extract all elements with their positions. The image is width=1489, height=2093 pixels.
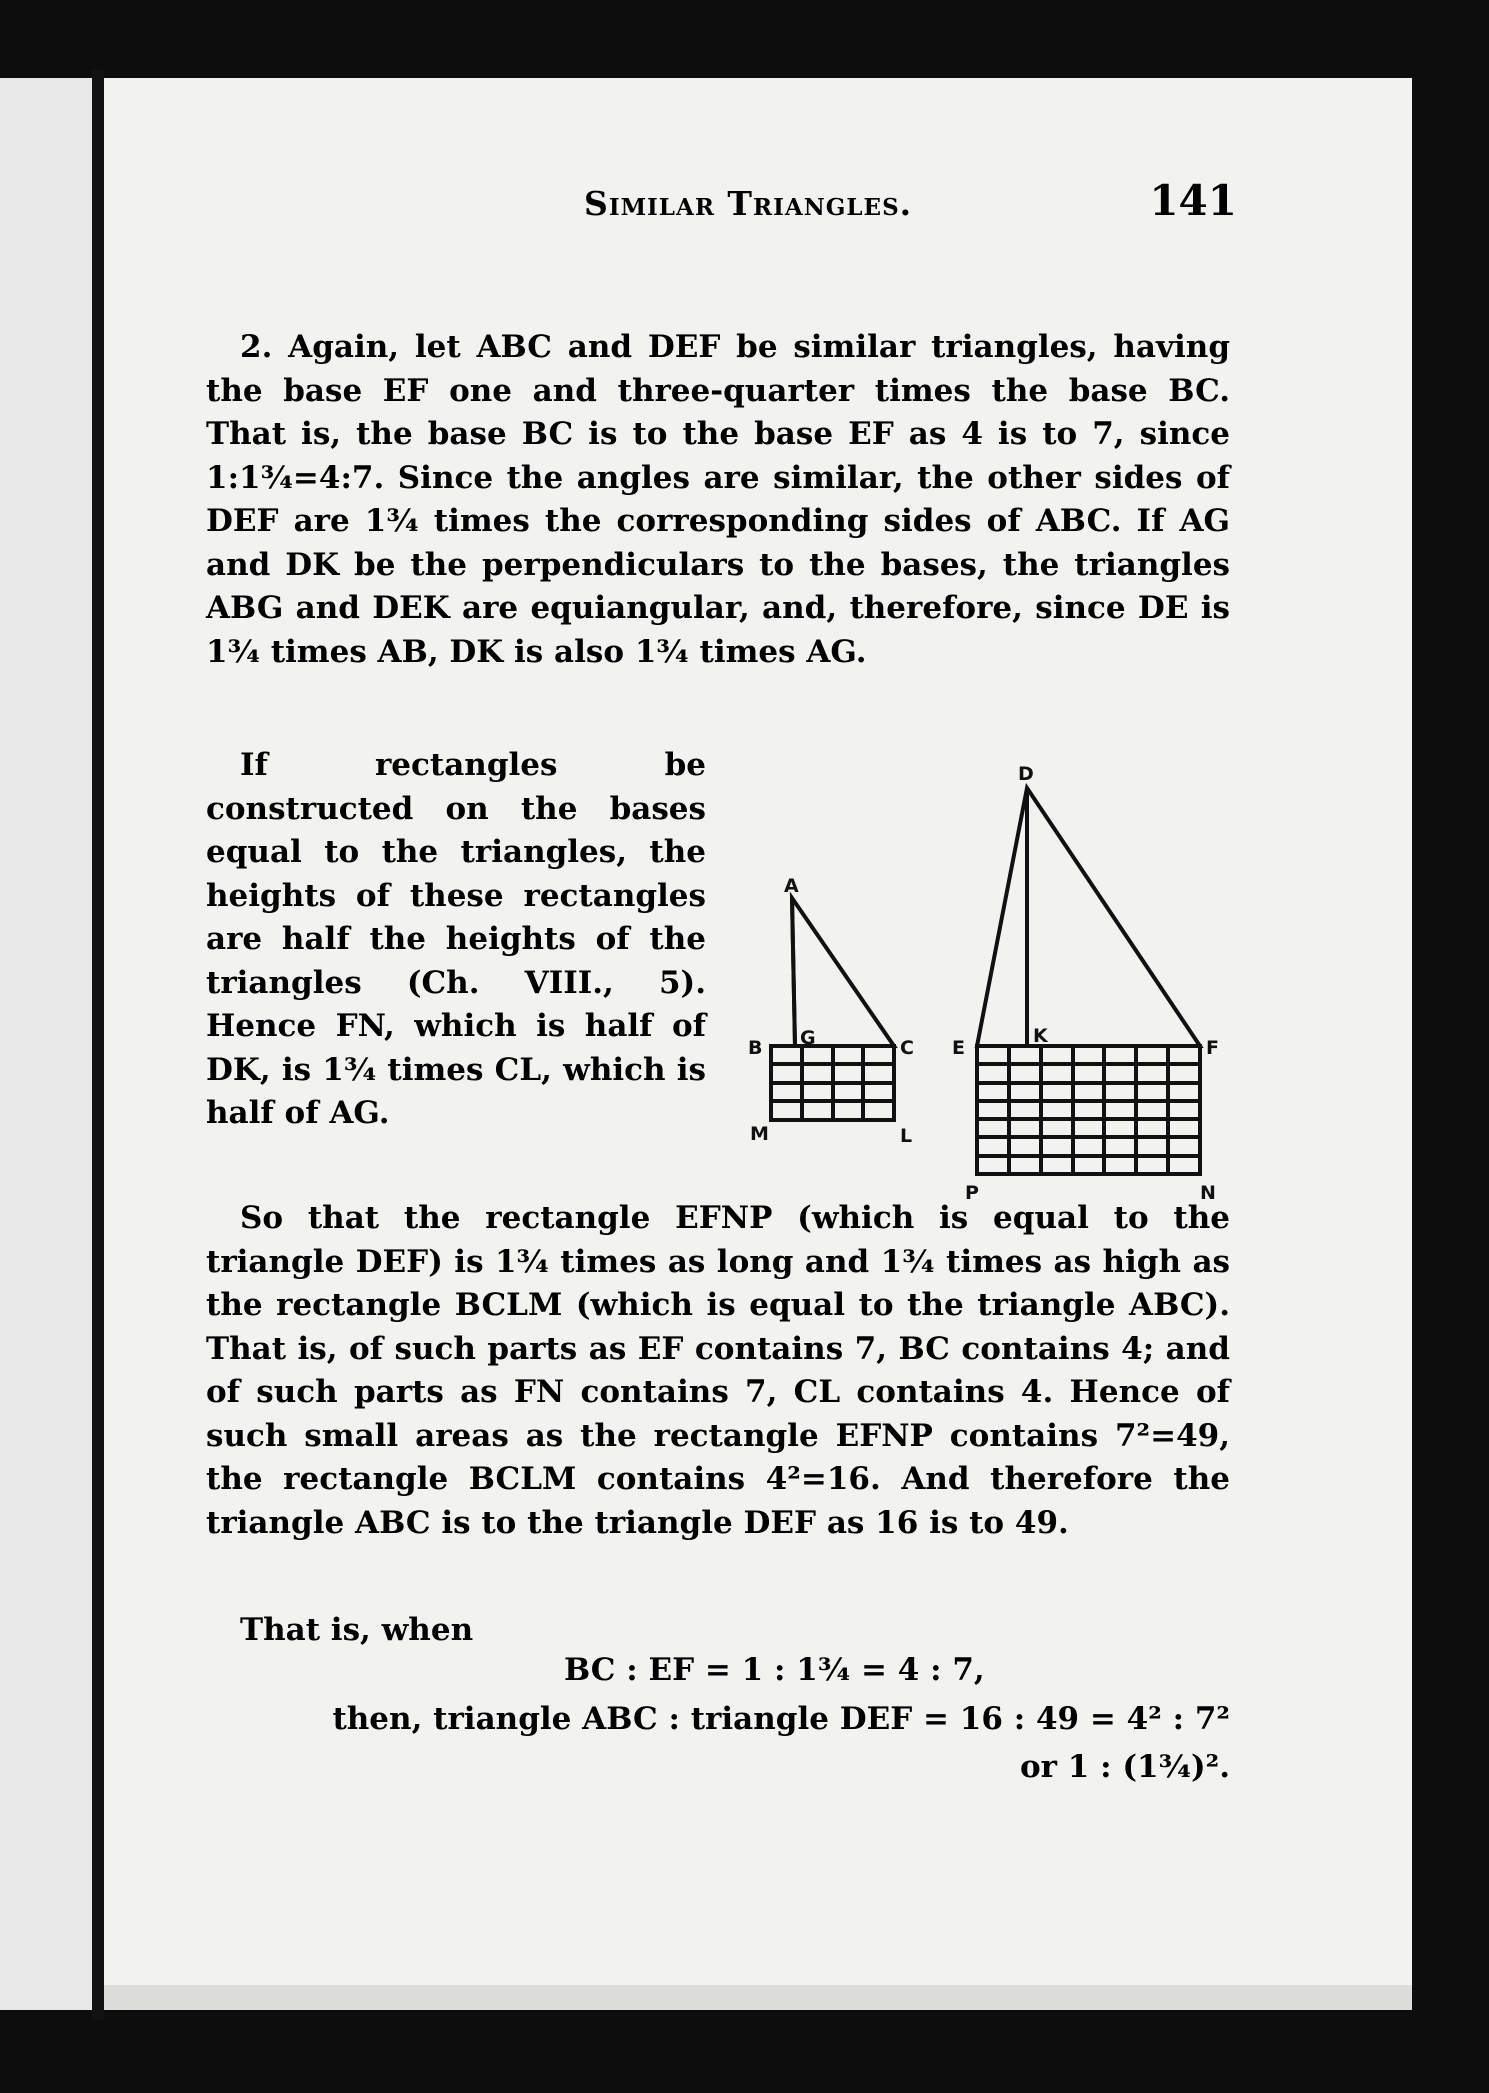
facing-page-margin [0,78,92,2010]
label-k: K [1033,1025,1048,1047]
ratio-equation-squared: or 1 : (1¾)². [1019,1749,1230,1785]
paragraph-text: That is, when [240,1612,474,1648]
label-e: E [952,1037,965,1059]
page-number: 141 [1149,176,1237,225]
label-g: G [800,1027,816,1049]
paragraph-rectangle-areas [206,1197,1230,1545]
similar-triangles-figure [740,752,1240,1212]
ratio-equation-bases: BC : EF = 1 : 1¾ = 4 : 7, [564,1652,985,1688]
paragraph-rectangles [206,744,706,1136]
label-d: D [1018,763,1034,785]
book-gutter [92,70,104,2020]
paragraph-text: 2. Again, let ABC and DEF be similar triangles, having the base EF one and three-quarter times the base BC. That is, the base BC is to the base EF as 4 is to 7, since 1:1¾=4:7. Since the angles are similar, the other sides of DEF are 1¾ times the corresponding sides of ABC. If AG and DK be the perpendiculars to the bases, the triangles ABG and DEK are equiangular, and, therefore, since DE is 1¾ times AB, DK is also 1¾ times AG. [206,329,1230,670]
label-f: F [1206,1037,1219,1059]
triangle-abc [792,898,894,1046]
perpendicular-ag [792,898,795,1046]
paragraph-text: If rectangles be constructed on the bases equal to the triangles, the heights of these rectangles are half the heights of the triangles (Ch. VIII., 5). Hence FN, which is half of DK, is 1¾ times CL, which is half of AG. [206,747,706,1131]
paragraph-text: So that the rectangle EFNP (which is equal to the triangle DEF) is 1¾ times as long and 1¾ times as high as the rectangle BCLM (which is equal to the triangle ABC). That is, of such parts as EF contains 7, BC contains 4; and of such parts as FN contains 7, CL contains 4. Hence of such small areas as the rectangle EFNP contains 7²=49, the rectangle BCLM contains 4²=16. And therefore the triangle ABC is to the triangle DEF as 16 is to 49. [206,1200,1230,1541]
label-c: C [900,1037,914,1059]
paragraph-similar-triangles [206,326,1230,674]
label-l: L [900,1125,913,1147]
page-bottom-edge [104,1985,1412,2010]
running-title: Similar Triangles. [584,184,913,223]
label-b: B [748,1037,763,1059]
label-p: P [965,1182,979,1204]
label-m: M [750,1123,769,1145]
figure-drawing [740,752,1240,1212]
triangle-def [977,788,1200,1046]
label-a: A [784,875,799,897]
page-header [464,176,1237,236]
ratio-equation-triangles: then, triangle ABC : triangle DEF = 16 : 49 = 4² : 7² [332,1701,1230,1737]
label-n: N [1200,1182,1216,1204]
paragraph-that-is [206,1609,806,1653]
